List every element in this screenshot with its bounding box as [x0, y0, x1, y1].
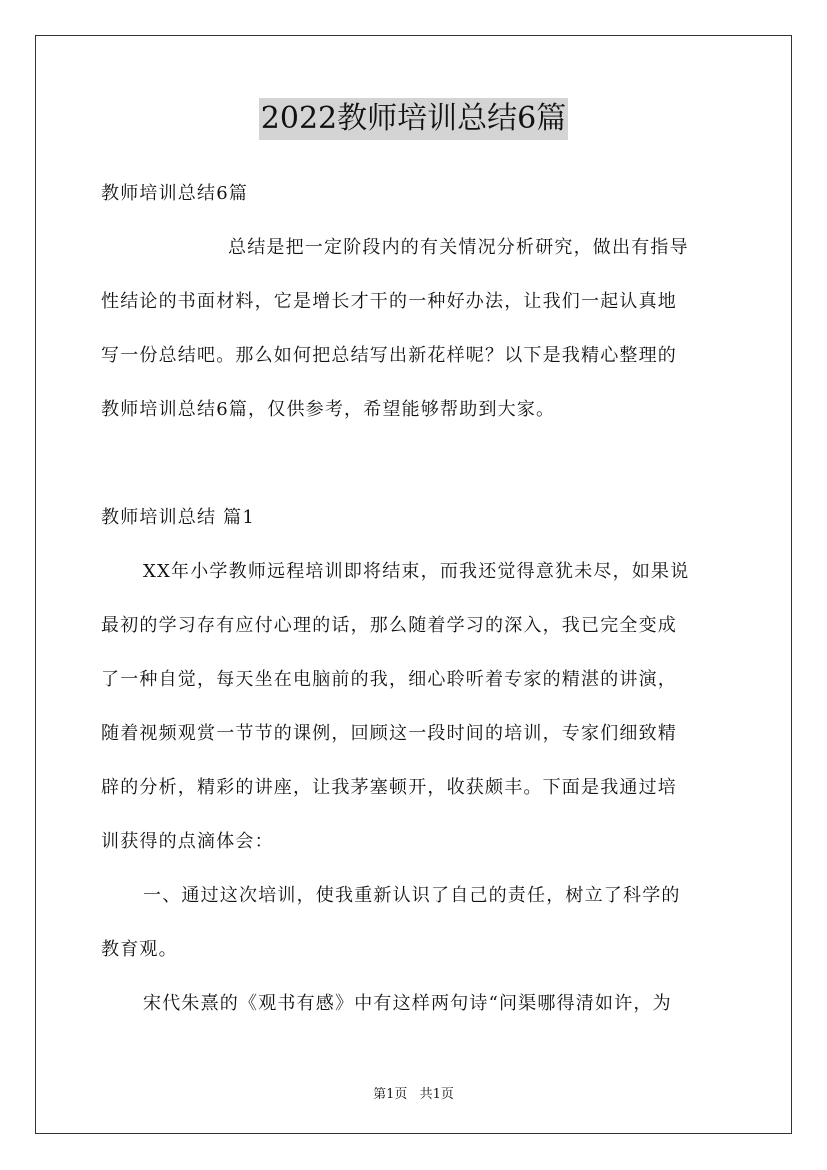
section-heading: 教师培训总结 篇1 [101, 507, 255, 528]
document-title: 2022教师培训总结6篇 [259, 98, 568, 140]
paragraph-line: 随着视频观赏一节节的课例，回顾这一段时间的培训，专家们细致精 [101, 723, 677, 744]
page-number: 第1页 [373, 1087, 408, 1102]
intro-line: 写一份总结吧。那么如何把总结写出新花样呢？以下是我精心整理的 [101, 345, 677, 366]
paragraph-line: 最初的学习存有应付心理的话，那么随着学习的深入，我已完全变成 [101, 615, 677, 636]
subtitle: 教师培训总结6篇 [101, 183, 249, 204]
page-total: 共1页 [419, 1087, 454, 1102]
paragraph-line: 了一种自觉，每天坐在电脑前的我，细心聆听着专家的精湛的讲演， [101, 669, 677, 690]
paragraph-line: 训获得的点滴体会： [101, 831, 274, 852]
point-line: 教育观。 [101, 939, 178, 960]
paragraph-line: 宋代朱熹的《观书有感》中有这样两句诗“问渠哪得清如许，为 [143, 993, 672, 1014]
document-body [101, 174, 727, 1038]
point-line: 一、通过这次培训，使我重新认识了自己的责任，树立了科学的 [143, 885, 681, 906]
page-footer [0, 1083, 827, 1102]
spacer [101, 444, 727, 498]
paragraph-line: 辟的分析，精彩的讲座，让我茅塞顿开，收获颇丰。下面是我通过培 [101, 777, 677, 798]
paragraph-line: XX年小学教师远程培训即将结束，而我还觉得意犹未尽，如果说 [143, 561, 690, 582]
title-container [0, 98, 827, 140]
intro-line: 性结论的书面材料，它是增长才干的一种好办法，让我们一起认真地 [101, 291, 677, 312]
intro-line: 教师培训总结6篇，仅供参考，希望能够帮助到大家。 [101, 399, 556, 420]
intro-line: 总结是把一定阶段内的有关情况分析研究，做出有指导 [228, 237, 689, 258]
